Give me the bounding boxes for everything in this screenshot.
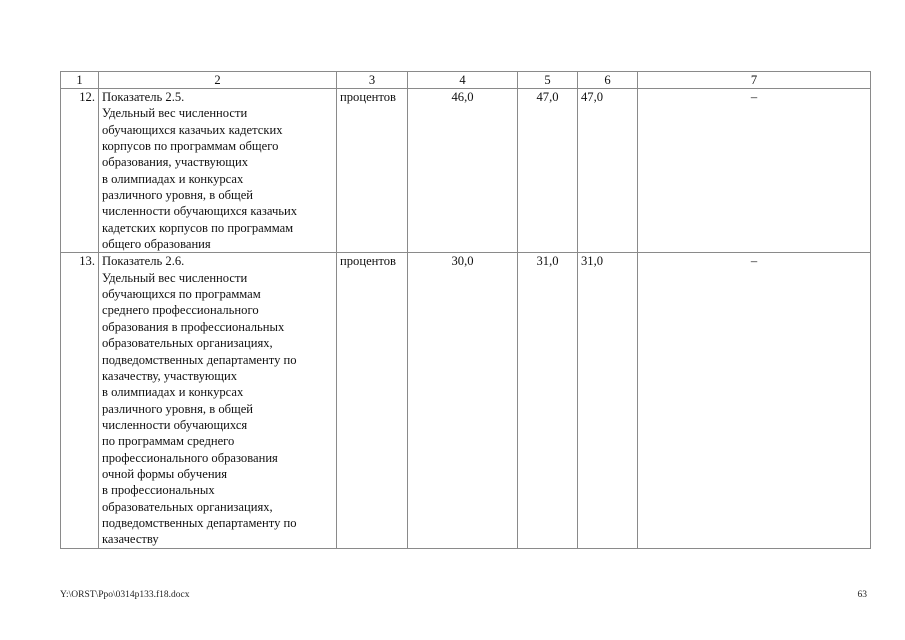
column-header-5: 5	[518, 72, 578, 89]
table-row-12	[61, 89, 871, 253]
column-header-7: 7	[638, 72, 871, 89]
description-line: общего образования	[102, 237, 211, 252]
description-line: подведомственных департаменту по	[102, 352, 297, 367]
description-line: среднего профессионального	[102, 303, 259, 318]
description-line: образовательных организациях,	[102, 499, 273, 514]
value-col-5: 47,0	[518, 89, 578, 253]
description-line: образовательных организациях,	[102, 336, 273, 351]
description-line: в олимпиадах и конкурсах	[102, 385, 244, 400]
value-col-5: 31,0	[518, 253, 578, 548]
column-header-6: 6	[578, 72, 638, 89]
description-line: численности обучающихся казачьих	[102, 204, 298, 219]
description-line: обучающихся казачьих кадетских	[102, 122, 283, 137]
description-line: кадетских корпусов по программам	[102, 220, 294, 235]
description-line: профессионального образования	[102, 450, 278, 465]
indicator-description	[99, 89, 337, 253]
value-col-6: 31,0	[578, 253, 638, 548]
column-header-3: 3	[337, 72, 408, 89]
description-line: Показатель 2.6.	[102, 254, 185, 269]
indicator-description	[99, 253, 337, 548]
description-line: обучающихся по программам	[102, 287, 261, 302]
column-header-1: 1	[61, 72, 99, 89]
value-col-6: 47,0	[578, 89, 638, 253]
indicator-table	[60, 71, 871, 549]
description-line: подведомственных департаменту по	[102, 515, 297, 530]
footer-file-path: Y:\ORST\Ppo\0314p133.f18.docx	[60, 590, 190, 600]
value-col-4: 30,0	[408, 253, 518, 548]
unit-cell: процентов	[337, 89, 408, 253]
column-header-2: 2	[99, 72, 337, 89]
row-number: 12.	[61, 89, 99, 253]
unit-cell: процентов	[337, 253, 408, 548]
table-row-13	[61, 253, 871, 548]
description-line: Удельный вес численности	[102, 270, 248, 285]
description-line: казачеству	[102, 532, 159, 547]
description-line: образования, участвующих	[102, 155, 248, 170]
table-header-row	[61, 72, 871, 89]
description-line: казачеству, участвующих	[102, 368, 238, 383]
description-line: Показатель 2.5.	[102, 90, 185, 104]
description-line: различного уровня, в общей	[102, 188, 254, 203]
description-line: корпусов по программам общего	[102, 139, 279, 154]
value-col-4: 46,0	[408, 89, 518, 253]
row-number: 13.	[61, 253, 99, 548]
footer-page-number: 63	[857, 590, 867, 600]
description-line: Удельный вес численности	[102, 106, 248, 121]
description-line: в олимпиадах и конкурсах	[102, 171, 244, 186]
description-line: различного уровня, в общей	[102, 401, 254, 416]
description-line: численности обучающихся	[102, 417, 248, 432]
description-line: по программам среднего	[102, 434, 235, 449]
column-header-4: 4	[408, 72, 518, 89]
description-line: в профессиональных	[102, 483, 215, 498]
note-col-7: –	[638, 89, 871, 253]
description-line: очной формы обучения	[102, 466, 228, 481]
note-col-7: –	[638, 253, 871, 548]
description-line: образования в профессиональных	[102, 319, 285, 334]
